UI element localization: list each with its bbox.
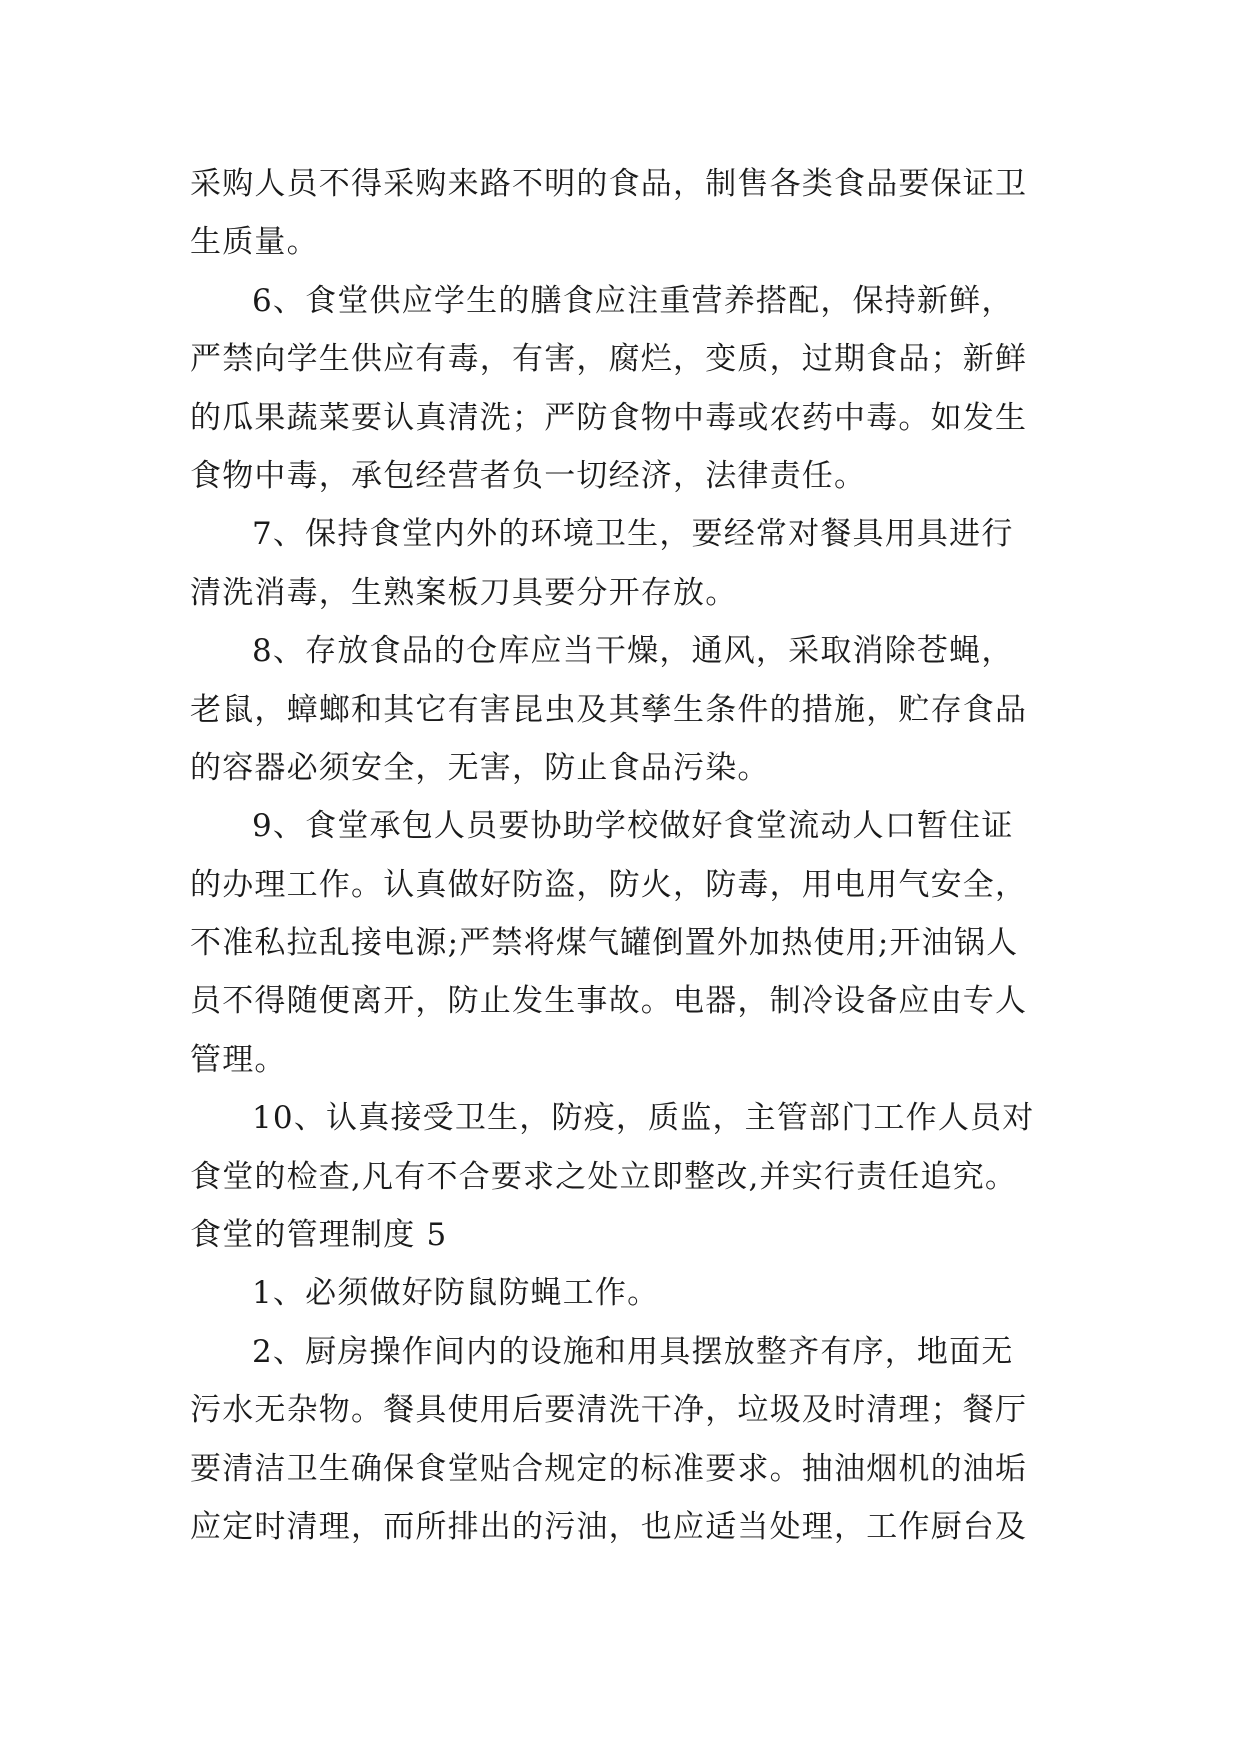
paragraph-start-line: 6、食堂供应学生的膳食应注重营养搭配，保持新鲜， xyxy=(252,282,1014,319)
text-line: 的办理工作。认真做好防盗，防火，防毒，用电用气安全， xyxy=(190,866,1028,903)
paragraph-start-line: 8、存放食品的仓库应当干燥，通风，采取消除苍蝇， xyxy=(252,633,1014,670)
text-line: 的容器必须安全，无害，防止食品污染。 xyxy=(190,749,770,786)
paragraph-start-line: 1、必须做好防鼠防蝇工作。 xyxy=(252,1275,660,1312)
text-line: 不准私拉乱接电源;严禁将煤气罐倒置外加热使用;开油锅人 xyxy=(190,925,1019,962)
paragraph-start-line: 9、食堂承包人员要协助学校做好食堂流动人口暂住证 xyxy=(252,808,1014,845)
text-line: 严禁向学生供应有毒，有害，腐烂，变质，过期食品；新鲜 xyxy=(190,341,1028,378)
text-line: 采购人员不得采购来路不明的食品，制售各类食品要保证卫 xyxy=(190,166,1028,202)
text-line: 的瓜果蔬菜要认真清洗；严防食物中毒或农药中毒。如发生 xyxy=(190,399,1028,436)
paragraph-start-line: 7、保持食堂内外的环境卫生，要经常对餐具用具进行 xyxy=(252,516,1014,553)
paragraph-start-line: 10、认真接受卫生，防疫，质监，主管部门工作人员对 xyxy=(252,1100,1035,1137)
section-heading: 食堂的管理制度 5 xyxy=(190,1217,448,1254)
text-line: 应定时清理，而所排出的污油，也应适当处理，工作厨台及 xyxy=(190,1508,1028,1545)
text-line: 老鼠，蟑螂和其它有害昆虫及其孳生条件的措施，贮存食品 xyxy=(190,691,1028,728)
text-line: 污水无杂物。餐具使用后要清洗干净，垃圾及时清理；餐厅 xyxy=(190,1392,1028,1429)
text-line: 员不得随便离开，防止发生事故。电器，制冷设备应由专人 xyxy=(190,983,1028,1020)
text-line: 食物中毒，承包经营者负一切经济，法律责任。 xyxy=(190,457,867,494)
text-line: 要清洁卫生确保食堂贴合规定的标准要求。抽油烟机的油垢 xyxy=(190,1450,1028,1487)
paragraph-start-line: 2、厨房操作间内的设施和用具摆放整齐有序，地面无 xyxy=(252,1333,1014,1370)
text-line: 食堂的检查,凡有不合要求之处立即整改,并实行责任追究。 xyxy=(190,1158,1018,1195)
text-line: 管理。 xyxy=(190,1041,287,1078)
text-line: 清洗消毒，生熟案板刀具要分开存放。 xyxy=(190,574,738,611)
text-line: 生质量。 xyxy=(190,224,319,261)
document-body xyxy=(190,155,1062,1556)
